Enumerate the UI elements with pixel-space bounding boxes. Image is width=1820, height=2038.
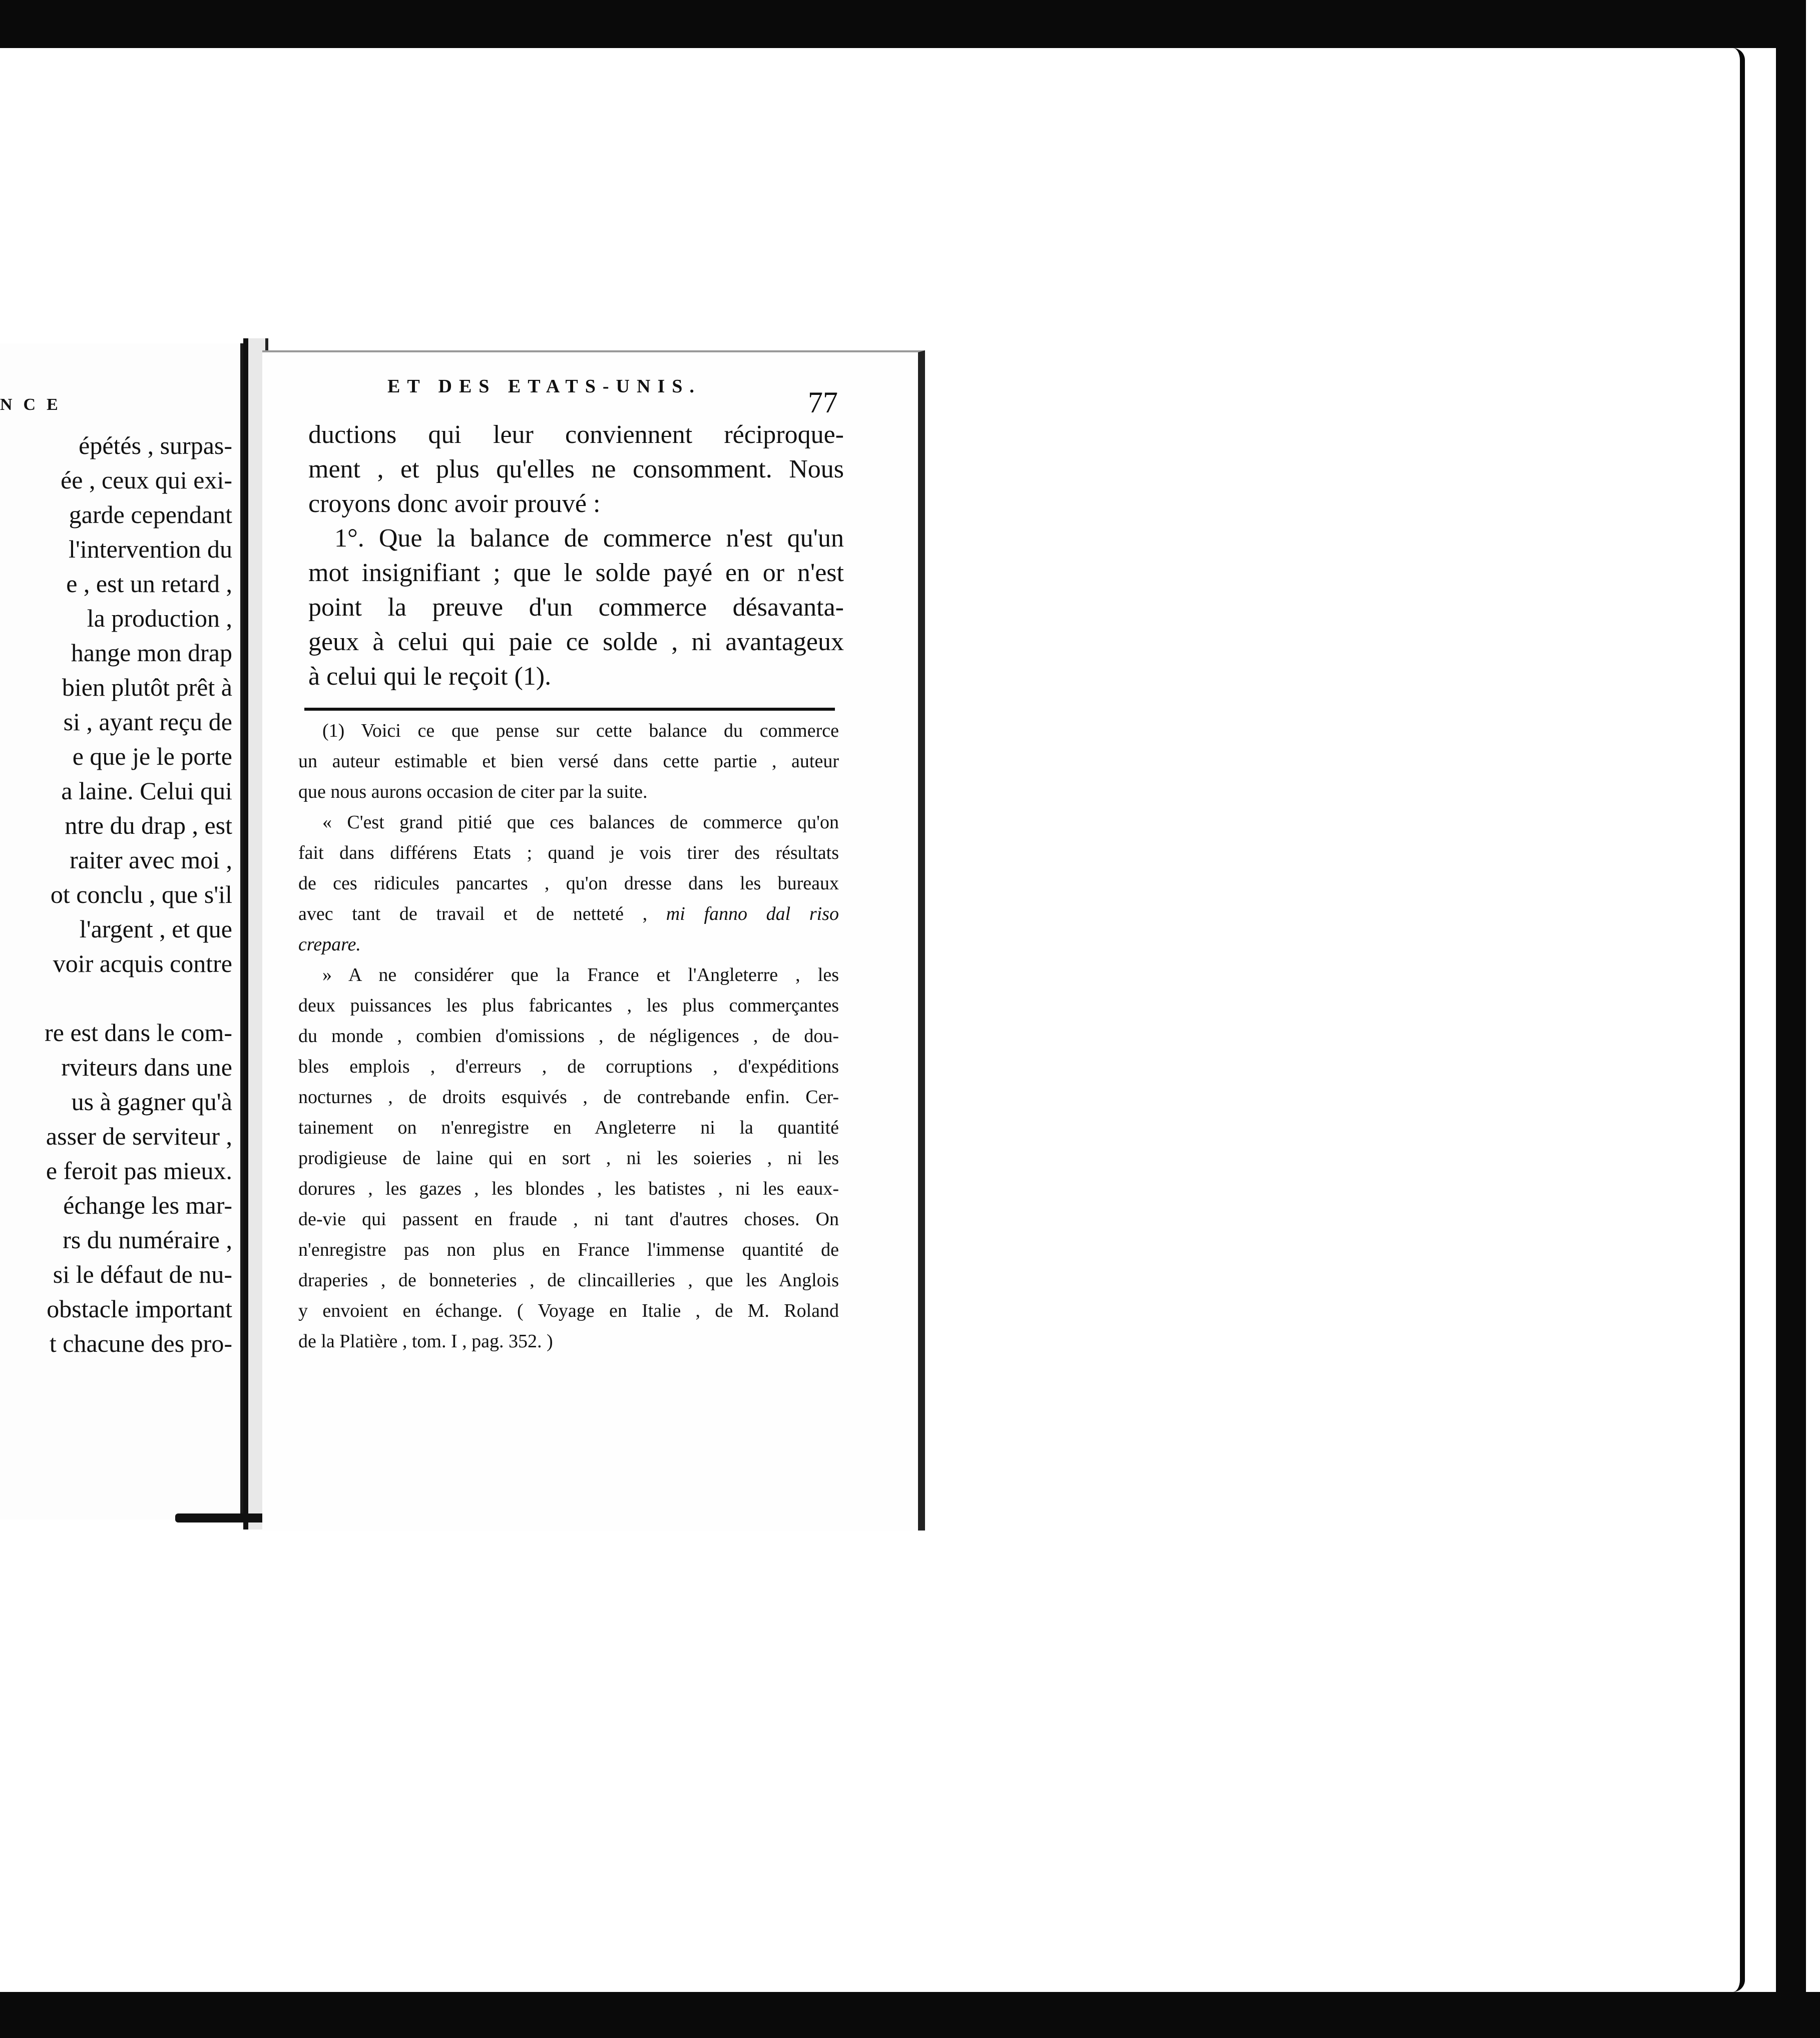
footnote-line: fait dans différens Etats ; quand je vois tirer des résultats xyxy=(298,842,839,863)
text-line: si le défaut de nu- xyxy=(53,1260,232,1288)
text-line: obstacle important xyxy=(47,1295,232,1323)
text-line: l'intervention du xyxy=(68,535,232,563)
left-page-text xyxy=(0,428,232,1361)
footnote-line: de-vie qui passent en fraude , ni tant d'autres choses. On xyxy=(298,1209,839,1230)
text-line xyxy=(0,981,232,1015)
left-running-head: NCE xyxy=(0,395,69,414)
text-line: si , ayant reçu de xyxy=(63,708,232,736)
text-line: geux à celui qui paie ce solde , ni avantageux xyxy=(308,628,844,656)
main-text xyxy=(308,417,844,694)
text-line: ot conclu , que s'il xyxy=(50,880,232,908)
footnote-line: nocturnes , de droits esquivés , de contrebande enfin. Cer- xyxy=(298,1087,839,1108)
scan-frame-right-margin xyxy=(1806,0,1820,2038)
left-page xyxy=(0,343,243,1519)
footnote-line: n'enregistre pas non plus en France l'immense quantité de xyxy=(298,1239,839,1260)
footnote-line: que nous aurons occasion de citer par la suite. xyxy=(298,781,648,802)
text-line: us à gagner qu'à xyxy=(71,1088,232,1116)
footnote-line: tainement on n'enregistre en Angleterre ni la quantité xyxy=(298,1117,839,1138)
footnote-line: « C'est grand pitié que ces balances de commerce qu'on xyxy=(322,812,839,833)
footnote-rule xyxy=(304,708,835,711)
scan-frame-top xyxy=(0,0,1820,48)
text-line: ntre du drap , est xyxy=(65,811,232,839)
footnote-line: de ces ridicules pancartes , qu'on dresse dans les bureaux xyxy=(298,873,839,894)
footnote-line: bles emplois , d'erreurs , de corruptions , d'expéditions xyxy=(298,1056,839,1077)
text-line: e que je le porte xyxy=(72,742,232,770)
footnote-line: y envoient en échange. ( Voyage en Italie , de M. Roland xyxy=(298,1300,839,1321)
footnote-line: un auteur estimable et bien versé dans cette partie , auteur xyxy=(298,751,839,772)
text-line: la production , xyxy=(87,604,232,632)
text-line: ment , et plus qu'elles ne consomment. Nous xyxy=(308,455,844,483)
text-line: t chacune des pro- xyxy=(49,1329,232,1357)
footnote-italic: mi fanno dal riso xyxy=(666,903,839,924)
right-page xyxy=(262,350,925,1531)
text-line: raiter avec moi , xyxy=(70,846,232,874)
text-line: échange les mar- xyxy=(63,1191,232,1219)
footnote-text: avec tant de travail et de netteté , xyxy=(298,903,648,924)
text-line: ductions qui leur conviennent réciproque- xyxy=(308,420,844,449)
scan-sheet-edge xyxy=(1733,48,1745,1992)
text-line: hange mon drap xyxy=(71,639,232,667)
text-line: bien plutôt prêt à xyxy=(62,673,232,701)
text-line: e , est un retard , xyxy=(66,570,232,598)
footnote-line: deux puissances les plus fabricantes , les plus commerçantes xyxy=(298,995,839,1016)
footnote-line: du monde , combien d'omissions , de négligences , de dou- xyxy=(298,1026,839,1047)
open-book xyxy=(0,338,951,1540)
text-line: 1°. Que la balance de commerce n'est qu'un xyxy=(334,524,844,553)
text-line: croyons donc avoir prouvé : xyxy=(308,489,601,518)
text-line: re est dans le com- xyxy=(45,1018,232,1047)
scan-frame-bottom xyxy=(0,1992,1820,2038)
text-line: asser de serviteur , xyxy=(46,1122,232,1150)
footnote-line: crepare. xyxy=(298,934,361,955)
text-line: garde cependant xyxy=(69,500,232,529)
text-line: a laine. Celui qui xyxy=(61,777,232,805)
running-head: ET DES ETATS-UNIS. xyxy=(387,376,701,397)
text-line: l'argent , et que xyxy=(79,915,232,943)
text-line: à celui qui le reçoit (1). xyxy=(308,662,552,691)
text-line: ée , ceux qui exi- xyxy=(61,466,232,494)
footnote-line: de la Platière , tom. I , pag. 352. ) xyxy=(298,1331,553,1352)
text-line: voir acquis contre xyxy=(53,949,232,977)
text-line: rs du numéraire , xyxy=(63,1226,232,1254)
scan-frame-right xyxy=(1776,0,1806,2038)
text-line: épétés , surpas- xyxy=(79,431,232,459)
text-line: mot insignifiant ; que le solde payé en or n'est xyxy=(308,559,844,587)
footnote-line: » A ne considérer que la France et l'Angleterre , les xyxy=(322,964,839,985)
text-line: rviteurs dans une xyxy=(61,1053,232,1081)
footnote-line: prodigieuse de laine qui en sort , ni les soieries , ni les xyxy=(298,1148,839,1169)
footnote-line xyxy=(298,899,839,929)
page-number: 77 xyxy=(808,386,838,419)
text-line: e feroit pas mieux. xyxy=(46,1157,232,1185)
footnote-line: (1) Voici ce que pense sur cette balance du commerce xyxy=(322,720,839,741)
footnote-line: dorures , les gazes , les blondes , les batistes , ni les eaux- xyxy=(298,1178,839,1199)
text-line: point la preuve d'un commerce désavanta- xyxy=(308,593,844,622)
footnote xyxy=(298,716,839,1357)
footnote-line: draperies , de bonneteries , de clincailleries , que les Anglois xyxy=(298,1270,839,1291)
